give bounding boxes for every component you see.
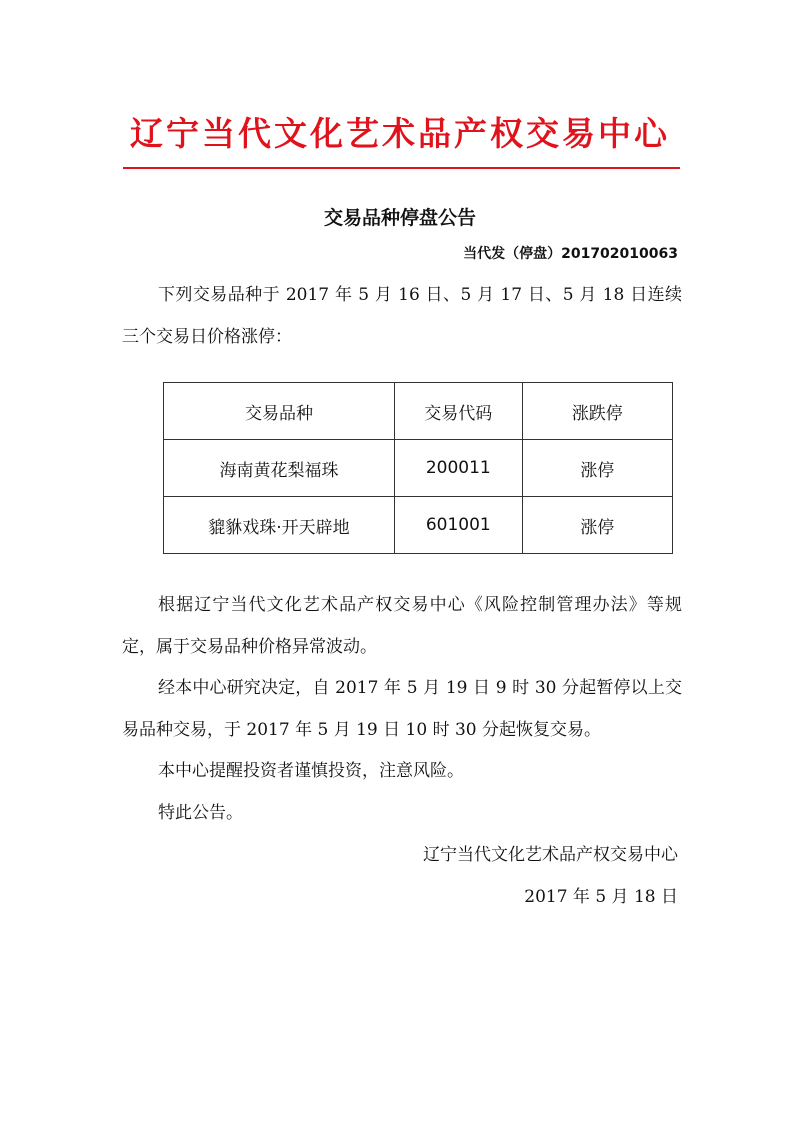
signature-date: 2017 年 5 月 18 日 [524,887,678,907]
signature-org: 辽宁当代文化艺术品产权交易中心 [423,845,678,865]
cell-item-name: 貔貅戏珠·开天辟地 [164,497,395,554]
org-title: 辽宁当代文化艺术品产权交易中心 [130,114,670,153]
cell-item-code: 200011 [394,440,522,497]
red-divider [123,167,680,169]
header-limit-status: 涨跌停 [522,383,672,440]
paragraph-decision: 经本中心研究决定，自 2017 年 5 月 19 日 9 时 30 分起暂停以上交易品种交易，于 2017 年 5 月 19 日 10 时 30 分起恢复交易。 [122,678,682,740]
header-item-code: 交易代码 [394,383,522,440]
items-table [163,382,673,554]
paragraph-intro: 下列交易品种于 2017 年 5 月 16 日、5 月 17 日、5 月 18 日连续三个交易日价格涨停： [122,285,682,347]
notice-title: 交易品种停盘公告 [323,207,476,229]
paragraph-basis: 根据辽宁当代文化艺术品产权交易中心《风险控制管理办法》等规定，属于交易品种价格异常波动。 [122,595,682,657]
cell-limit-status: 涨停 [522,497,672,554]
cell-item-code: 601001 [394,497,522,554]
header-item-name: 交易品种 [164,383,395,440]
cell-limit-status: 涨停 [522,440,672,497]
paragraph-risk-reminder: 本中心提醒投资者谨慎投资，注意风险。 [158,761,464,781]
table-header-row [164,383,673,440]
document-number: 当代发（停盘）201702010063 [463,246,678,262]
cell-item-name: 海南黄花梨福珠 [164,440,395,497]
table-row [164,440,673,497]
paragraph-closing: 特此公告。 [158,803,243,823]
table-row [164,497,673,554]
